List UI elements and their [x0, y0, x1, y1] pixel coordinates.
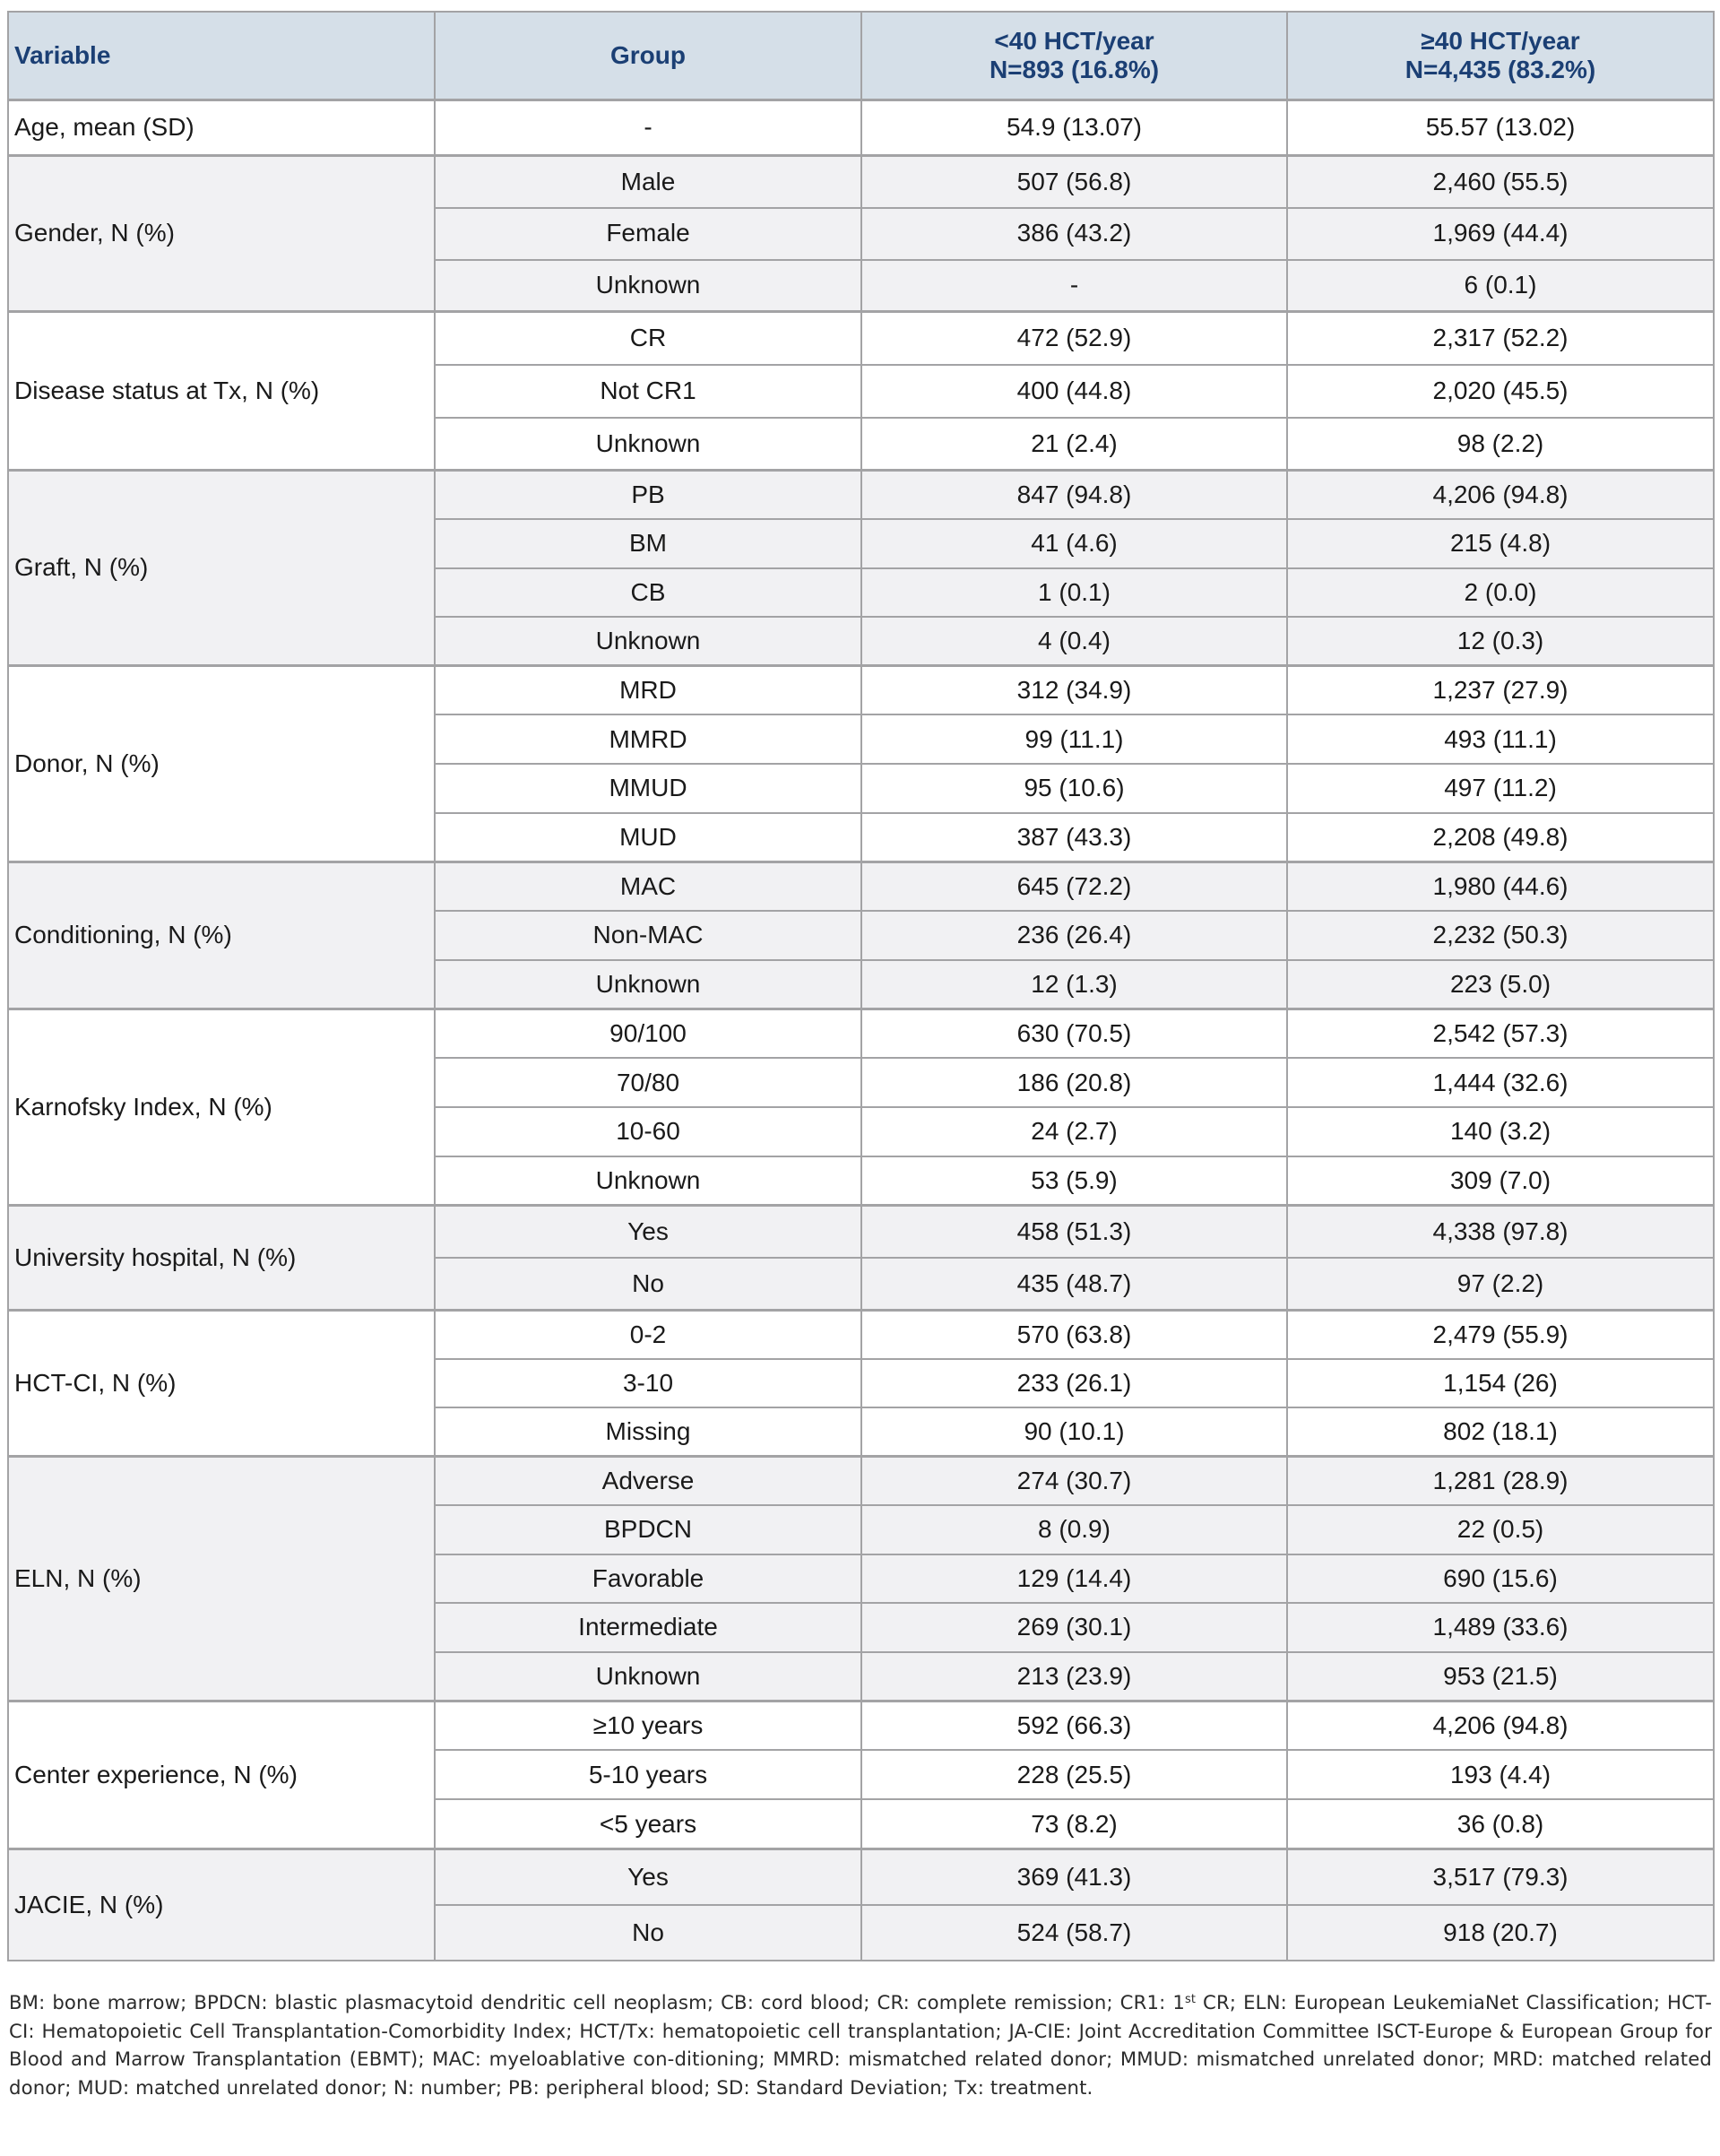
- lt40-value-cell: 369 (41.3): [861, 1849, 1287, 1905]
- table-row: [8, 1205, 1714, 1258]
- ge40-value-cell: 1,237 (27.9): [1287, 666, 1714, 715]
- ge40-value-cell: 2,317 (52.2): [1287, 312, 1714, 365]
- ge40-value-cell: 493 (11.1): [1287, 714, 1714, 764]
- group-cell: Non-MAC: [435, 911, 861, 960]
- table-section: [8, 312, 1714, 471]
- table-row: [8, 1456, 1714, 1505]
- table-row: [8, 666, 1714, 715]
- group-cell: 90/100: [435, 1009, 861, 1058]
- ge40-value-cell: 1,444 (32.6): [1287, 1058, 1714, 1107]
- group-cell: Yes: [435, 1849, 861, 1905]
- ge40-value-cell: 12 (0.3): [1287, 617, 1714, 666]
- lt40-value-cell: 570 (63.8): [861, 1310, 1287, 1358]
- table-section: [8, 1205, 1714, 1310]
- header-ge40: [1287, 12, 1714, 100]
- group-cell: 0-2: [435, 1310, 861, 1358]
- group-cell: 10-60: [435, 1107, 861, 1156]
- ge40-value-cell: 1,969 (44.4): [1287, 208, 1714, 260]
- lt40-value-cell: 592 (66.3): [861, 1701, 1287, 1750]
- header-variable: Variable: [8, 12, 435, 100]
- table-row: [8, 1310, 1714, 1358]
- lt40-value-cell: 387 (43.3): [861, 813, 1287, 862]
- group-cell: BPDCN: [435, 1505, 861, 1554]
- lt40-value-cell: 129 (14.4): [861, 1554, 1287, 1604]
- group-cell: Female: [435, 208, 861, 260]
- table-footnote: [9, 1988, 1712, 2101]
- table-row: [8, 1849, 1714, 1905]
- variable-cell: Disease status at Tx, N (%): [8, 312, 435, 471]
- group-cell: Unknown: [435, 260, 861, 312]
- group-cell: Yes: [435, 1205, 861, 1258]
- lt40-value-cell: 186 (20.8): [861, 1058, 1287, 1107]
- group-cell: Unknown: [435, 1156, 861, 1206]
- variable-cell: Conditioning, N (%): [8, 862, 435, 1009]
- group-cell: <5 years: [435, 1799, 861, 1849]
- table-section: [8, 1009, 1714, 1205]
- group-cell: CR: [435, 312, 861, 365]
- group-cell: Favorable: [435, 1554, 861, 1604]
- lt40-value-cell: 4 (0.4): [861, 617, 1287, 666]
- table-row: [8, 1009, 1714, 1058]
- lt40-value-cell: 847 (94.8): [861, 471, 1287, 520]
- lt40-value-cell: 21 (2.4): [861, 418, 1287, 471]
- ge40-value-cell: 690 (15.6): [1287, 1554, 1714, 1604]
- lt40-value-cell: 274 (30.7): [861, 1456, 1287, 1505]
- variable-cell: Graft, N (%): [8, 471, 435, 666]
- group-cell: Unknown: [435, 617, 861, 666]
- group-cell: ≥10 years: [435, 1701, 861, 1750]
- ge40-value-cell: 193 (4.4): [1287, 1750, 1714, 1799]
- ge40-value-cell: 309 (7.0): [1287, 1156, 1714, 1206]
- lt40-value-cell: 90 (10.1): [861, 1407, 1287, 1456]
- group-cell: 70/80: [435, 1058, 861, 1107]
- ge40-value-cell: 55.57 (13.02): [1287, 100, 1714, 156]
- variable-cell: HCT-CI, N (%): [8, 1310, 435, 1456]
- lt40-value-cell: 507 (56.8): [861, 156, 1287, 208]
- group-cell: Unknown: [435, 418, 861, 471]
- lt40-value-cell: -: [861, 260, 1287, 312]
- variable-cell: Gender, N (%): [8, 156, 435, 312]
- lt40-value-cell: 435 (48.7): [861, 1258, 1287, 1311]
- ge40-value-cell: 2,208 (49.8): [1287, 813, 1714, 862]
- variable-cell: University hospital, N (%): [8, 1205, 435, 1310]
- group-cell: MMRD: [435, 714, 861, 764]
- ge40-value-cell: 97 (2.2): [1287, 1258, 1714, 1311]
- ge40-value-cell: 215 (4.8): [1287, 519, 1714, 568]
- ge40-value-cell: 6 (0.1): [1287, 260, 1714, 312]
- variable-cell: Karnofsky Index, N (%): [8, 1009, 435, 1205]
- footnote-superscript: st: [1184, 1993, 1197, 2006]
- header-ge40-title: ≥40 HCT/year: [1421, 26, 1580, 55]
- group-cell: MUD: [435, 813, 861, 862]
- ge40-value-cell: 497 (11.2): [1287, 764, 1714, 813]
- group-cell: MRD: [435, 666, 861, 715]
- group-cell: Unknown: [435, 1652, 861, 1701]
- ge40-value-cell: 4,338 (97.8): [1287, 1205, 1714, 1258]
- ge40-value-cell: 2,020 (45.5): [1287, 365, 1714, 418]
- ge40-value-cell: 140 (3.2): [1287, 1107, 1714, 1156]
- variable-cell: JACIE, N (%): [8, 1849, 435, 1961]
- lt40-value-cell: 1 (0.1): [861, 568, 1287, 618]
- table-row: [8, 156, 1714, 208]
- lt40-value-cell: 472 (52.9): [861, 312, 1287, 365]
- ge40-value-cell: 223 (5.0): [1287, 960, 1714, 1009]
- variable-cell: ELN, N (%): [8, 1456, 435, 1701]
- header-group: Group: [435, 12, 861, 100]
- lt40-value-cell: 41 (4.6): [861, 519, 1287, 568]
- ge40-value-cell: 36 (0.8): [1287, 1799, 1714, 1849]
- header-lt40-title: <40 HCT/year: [994, 26, 1154, 55]
- ge40-value-cell: 4,206 (94.8): [1287, 1701, 1714, 1750]
- lt40-value-cell: 236 (26.4): [861, 911, 1287, 960]
- group-cell: 3-10: [435, 1359, 861, 1407]
- table-section: [8, 156, 1714, 312]
- table-row: [8, 312, 1714, 365]
- group-cell: No: [435, 1905, 861, 1961]
- table-row: [8, 100, 1714, 156]
- ge40-value-cell: 1,281 (28.9): [1287, 1456, 1714, 1505]
- lt40-value-cell: 312 (34.9): [861, 666, 1287, 715]
- group-cell: 5-10 years: [435, 1750, 861, 1799]
- ge40-value-cell: 953 (21.5): [1287, 1652, 1714, 1701]
- lt40-value-cell: 458 (51.3): [861, 1205, 1287, 1258]
- variable-cell: Donor, N (%): [8, 666, 435, 862]
- ge40-value-cell: 918 (20.7): [1287, 1905, 1714, 1961]
- lt40-value-cell: 12 (1.3): [861, 960, 1287, 1009]
- lt40-value-cell: 213 (23.9): [861, 1652, 1287, 1701]
- lt40-value-cell: 228 (25.5): [861, 1750, 1287, 1799]
- group-cell: MAC: [435, 862, 861, 912]
- table-row: [8, 1701, 1714, 1750]
- group-cell: Unknown: [435, 960, 861, 1009]
- lt40-value-cell: 8 (0.9): [861, 1505, 1287, 1554]
- table-row: [8, 471, 1714, 520]
- ge40-value-cell: 802 (18.1): [1287, 1407, 1714, 1456]
- variable-cell: Age, mean (SD): [8, 100, 435, 156]
- ge40-value-cell: 1,154 (26): [1287, 1359, 1714, 1407]
- header-row: [8, 12, 1714, 100]
- header-ge40-n: N=4,435 (83.2%): [1405, 56, 1596, 83]
- ge40-value-cell: 22 (0.5): [1287, 1505, 1714, 1554]
- ge40-value-cell: 2,479 (55.9): [1287, 1310, 1714, 1358]
- ge40-value-cell: 1,980 (44.6): [1287, 862, 1714, 912]
- lt40-value-cell: 99 (11.1): [861, 714, 1287, 764]
- lt40-value-cell: 524 (58.7): [861, 1905, 1287, 1961]
- lt40-value-cell: 54.9 (13.07): [861, 100, 1287, 156]
- group-cell: BM: [435, 519, 861, 568]
- ge40-value-cell: 2,232 (50.3): [1287, 911, 1714, 960]
- group-cell: PB: [435, 471, 861, 520]
- table-section: [8, 1310, 1714, 1456]
- header-lt40: [861, 12, 1287, 100]
- group-cell: Male: [435, 156, 861, 208]
- footnote-text-1: BM: bone marrow; BPDCN: blastic plasmacytoid dendritic cell neoplasm; CB: cord blood; CR: complete remission; CR1: 1: [9, 1991, 1185, 2013]
- lt40-value-cell: 73 (8.2): [861, 1799, 1287, 1849]
- table-row: [8, 862, 1714, 912]
- group-cell: MMUD: [435, 764, 861, 813]
- ge40-value-cell: 1,489 (33.6): [1287, 1603, 1714, 1652]
- table-section: [8, 471, 1714, 666]
- lt40-value-cell: 386 (43.2): [861, 208, 1287, 260]
- ge40-value-cell: 2,460 (55.5): [1287, 156, 1714, 208]
- table-section: [8, 100, 1714, 156]
- ge40-value-cell: 98 (2.2): [1287, 418, 1714, 471]
- table-container: [7, 11, 1713, 1961]
- lt40-value-cell: 400 (44.8): [861, 365, 1287, 418]
- group-cell: -: [435, 100, 861, 156]
- lt40-value-cell: 53 (5.9): [861, 1156, 1287, 1206]
- lt40-value-cell: 24 (2.7): [861, 1107, 1287, 1156]
- group-cell: Intermediate: [435, 1603, 861, 1652]
- group-cell: No: [435, 1258, 861, 1311]
- variable-cell: Center experience, N (%): [8, 1701, 435, 1849]
- lt40-value-cell: 645 (72.2): [861, 862, 1287, 912]
- group-cell: Adverse: [435, 1456, 861, 1505]
- ge40-value-cell: 2 (0.0): [1287, 568, 1714, 618]
- group-cell: Not CR1: [435, 365, 861, 418]
- patient-characteristics-table: [7, 11, 1715, 1961]
- lt40-value-cell: 233 (26.1): [861, 1359, 1287, 1407]
- group-cell: Missing: [435, 1407, 861, 1456]
- ge40-value-cell: 4,206 (94.8): [1287, 471, 1714, 520]
- lt40-value-cell: 269 (30.1): [861, 1603, 1287, 1652]
- header-lt40-n: N=893 (16.8%): [989, 56, 1160, 83]
- table-section: [8, 666, 1714, 862]
- lt40-value-cell: 630 (70.5): [861, 1009, 1287, 1058]
- table-section: [8, 1849, 1714, 1961]
- table-header: [8, 12, 1714, 100]
- table-section: [8, 1701, 1714, 1849]
- ge40-value-cell: 3,517 (79.3): [1287, 1849, 1714, 1905]
- table-section: [8, 862, 1714, 1009]
- group-cell: CB: [435, 568, 861, 618]
- table-section: [8, 1456, 1714, 1701]
- lt40-value-cell: 95 (10.6): [861, 764, 1287, 813]
- footnote-text-2: CR; ELN: European LeukemiaNet Classification; HCT-CI: Hematopoietic Cell Transplantation-Comorbidity Index; HCT/Tx: hematopoietic cell transplantation; JA-CIE: Joint Accreditation Committee ISCT-Europe & European Group for Blood and Marrow Transplantation (EBMT); MAC: myeloablative con-ditioning; MMRD: mismatched related donor; MMUD: mismatched unrelated donor; MRD: matched related donor; MUD: matched unrelated donor; N: number; PB: peripheral blood; SD: Standard Deviation; Tx: treatment.: [9, 1991, 1712, 2099]
- ge40-value-cell: 2,542 (57.3): [1287, 1009, 1714, 1058]
